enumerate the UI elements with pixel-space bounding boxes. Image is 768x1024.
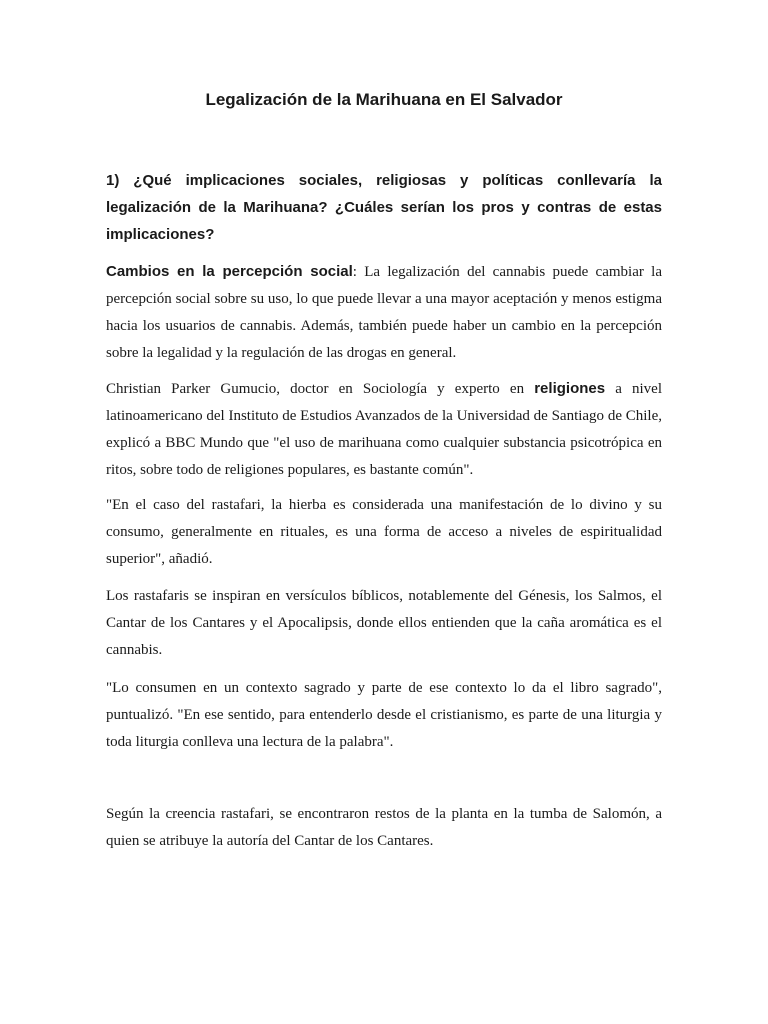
document-title: Legalización de la Marihuana en El Salvador — [205, 90, 563, 109]
paragraph-body: : La legalización del cannabis puede cambiar la percepción social sobre su uso, lo que puede llevar a una mayor aceptación y menos estigma hacia los usuarios de cannabis. Además, también puede haber un cambio en la percepción sobre la legalidad y la regulación de las drogas en general. — [106, 264, 662, 361]
paragraph-text-after: a nivel latinoamericano del Instituto de Estudios Avanzados de la Universidad de Santiago de Chile, explicó a BBC Mundo que "el uso de marihuana como cualquier substancia psicotrópica en ritos, sobre todo de religiones populares, es bastante común". — [106, 381, 662, 478]
question-heading: 1) ¿Qué implicaciones sociales, religiosas y políticas conllevaría la legalización de la Marihuana? ¿Cuáles serían los pros y contras de estas implicaciones? — [106, 172, 662, 243]
paragraph-social-perception — [106, 258, 662, 367]
paragraph-rastafari-quote: "En el caso del rastafari, la hierba es considerada una manifestación de lo divino y su consumo, generalmente en rituales, es una forma de acceso a niveles de espiritualidad superior", añadió. — [106, 497, 662, 567]
paragraph-biblical-verses: Los rastafaris se inspiran en versículos bíblicos, notablemente del Génesis, los Salmos, el Cantar de los Cantares y el Apocalipsis, donde ellos entienden que la caña aromática es el cannabis. — [106, 588, 662, 658]
paragraph-lead-term: Cambios en la percepción social — [106, 263, 353, 280]
paragraph-parker-quote — [106, 375, 662, 484]
paragraph-salomon-tomb: Según la creencia rastafari, se encontraron restos de la planta en la tumba de Salomón, a quien se atribuye la autoría del Cantar de los Cantares. — [106, 806, 662, 849]
paragraph-sacred-context: "Lo consumen en un contexto sagrado y parte de ese contexto lo da el libro sagrado", puntualizó. "En ese sentido, para entenderlo desde el cristianismo, es parte de una liturgia y toda liturgia conlleva una lectura de la palabra". — [106, 680, 662, 750]
paragraph-text-before: Christian Parker Gumucio, doctor en Sociología y experto en — [106, 381, 535, 397]
highlighted-term: religiones — [534, 380, 606, 397]
